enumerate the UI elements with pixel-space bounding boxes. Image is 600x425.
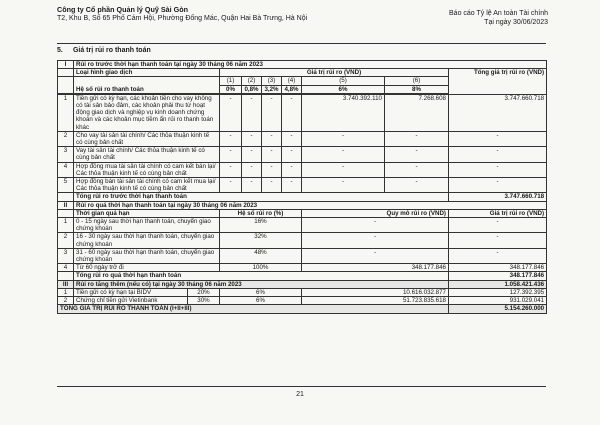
col-num: (3) <box>262 77 282 85</box>
table-row <box>58 94 547 131</box>
payment-risk-table <box>57 60 547 314</box>
cell-value: 931.029.041 <box>449 297 547 305</box>
part1-total-label: Tổng rủi ro trước thời hạn thanh toán <box>74 193 449 201</box>
col-num: (6) <box>385 77 449 85</box>
cell-value: 3.740.392.110 <box>302 94 385 131</box>
part3-title-value: 1.058.421.436 <box>449 280 547 288</box>
cell-scale: - <box>302 248 449 263</box>
report-header <box>449 9 548 27</box>
cell-scale: 348.177.846 <box>302 264 449 272</box>
row-description: Hợp đồng bán tài sản tài chính có cam kết mua lại/ Các thỏa thuận kinh tế có cùng bản chất <box>74 178 220 193</box>
cell-value: - <box>242 147 262 162</box>
header-divider <box>57 43 546 44</box>
part2-total-row <box>58 272 547 280</box>
row-description: Cho vay tài sản tài chính/ Các thỏa thuận kinh tế có cùng bản chất <box>74 131 220 146</box>
col-risk-value: Giá trị rủi ro (VND) <box>449 209 547 217</box>
part2-roman: II <box>58 201 74 209</box>
section-title-text: Giá trị rủi ro thanh toán <box>72 47 151 54</box>
cell-scale: - <box>302 233 449 248</box>
table-row <box>58 178 547 193</box>
row-description: 16 - 30 ngày sau thời hạn thanh toán, chuyển giao chứng khoán <box>74 233 220 248</box>
row-description: Hợp đồng mua tài sản tài chính có cam kết bán lại/ Các thỏa thuận kinh tế có cùng bản chất <box>74 162 220 177</box>
part3-title: Rủi ro tăng thêm (nếu có) tại ngày 30 tháng 06 năm 2023 <box>74 280 449 288</box>
part1-title: Rủi ro trước thời hạn thanh toán tại ngày 30 tháng 06 năm 2023 <box>74 61 547 69</box>
cell-value: - <box>242 131 262 146</box>
row-number: 1 <box>58 288 74 296</box>
col-pct: 0,8% <box>242 85 262 93</box>
cell-coef: 48% <box>220 248 302 263</box>
cell-rate: 30% <box>188 297 220 305</box>
cell-value: - <box>220 162 242 177</box>
header-blank <box>58 77 74 93</box>
cell-value: - <box>385 178 449 193</box>
cell-value: - <box>262 147 282 162</box>
cell-value: 127.392.395 <box>449 288 547 296</box>
cell-coef: 32% <box>220 233 302 248</box>
cell-total: 3.747.660.718 <box>449 94 547 131</box>
col-total-risk: Tổng giá trị rủi ro (VND) <box>449 69 547 95</box>
row-number: 4 <box>58 162 74 177</box>
row-description: Vay tài sản tài chính/ Các thỏa thuận kinh tế có cùng bản chất <box>74 147 220 162</box>
row-number: 2 <box>58 233 74 248</box>
cell-blank <box>58 272 74 280</box>
header-blank <box>58 69 74 77</box>
cell-value: - <box>262 94 282 131</box>
row-description: Từ 60 ngày trở đi <box>74 264 220 272</box>
cell-total: - <box>449 147 547 162</box>
cell-value: - <box>302 162 385 177</box>
cell-value: - <box>262 178 282 193</box>
table-row <box>58 264 547 272</box>
company-address: T2, Khu B, Số 65 Phố Cảm Hội, Phường Đống Mác, Quận Hai Bà Trưng, Hà Nội <box>57 15 308 22</box>
table-row <box>58 297 547 305</box>
cell-value: - <box>262 162 282 177</box>
row-description: 31 - 60 ngày sau thời hạn thanh toán, chuyển giao chứng khoán <box>74 248 220 263</box>
cell-value: - <box>242 178 262 193</box>
cell-value: - <box>282 147 302 162</box>
cell-value: - <box>220 131 242 146</box>
table-row <box>58 162 547 177</box>
cell-total: - <box>449 131 547 146</box>
row-description: Chứng chỉ tiền gửi Vietinbank <box>74 297 188 305</box>
row-description: Tiền gửi có kỳ hạn, các khoản tiền cho vay không có tài sản bảo đảm, các khoản phải thu từ hoạt động giao dịch và nghiệp vụ kinh doanh chứng khoán và các khoản mục tiềm ẩn rủi ro thanh toán khác <box>74 94 220 131</box>
cell-coef: 6% <box>220 288 302 296</box>
cell-value: 7.268.608 <box>385 94 449 131</box>
cell-value: - <box>262 131 282 146</box>
cell-blank <box>58 193 74 201</box>
cell-scale: - <box>302 218 449 233</box>
part1-header-row <box>58 69 547 77</box>
row-number: 2 <box>58 131 74 146</box>
table-row <box>58 147 547 162</box>
row-description: 0 - 15 ngày sau thời hạn thanh toán, chuyển giao chứng khoán <box>74 218 220 233</box>
table-row <box>58 218 547 233</box>
cell-value: - <box>242 162 262 177</box>
cell-blank <box>58 209 74 217</box>
cell-value: - <box>302 178 385 193</box>
table-row <box>58 131 547 146</box>
row-number: 5 <box>58 178 74 193</box>
table-row <box>58 288 547 296</box>
report-title: Báo cáo Tỷ lệ An toàn Tài chính <box>449 10 548 17</box>
report-date: Tại ngày 30/06/2023 <box>484 19 548 26</box>
cell-scale: 10.616.032.877 <box>302 288 449 296</box>
row-number: 3 <box>58 248 74 263</box>
cell-value: - <box>220 178 242 193</box>
col-risk-coef: Hệ số rủi ro (%) <box>220 209 302 217</box>
grand-total-value: 5.154.260.000 <box>449 305 547 313</box>
cell-value: - <box>282 178 302 193</box>
part1-total-value: 3.747.660.718 <box>449 193 547 201</box>
cell-value: - <box>302 147 385 162</box>
cell-value: - <box>282 94 302 131</box>
col-num: (1) <box>220 77 242 85</box>
cell-value: - <box>220 94 242 131</box>
company-header <box>57 5 307 23</box>
col-coefficient: Hệ số rủi ro thanh toán <box>74 77 220 93</box>
cell-scale: 51.723.835.618 <box>302 297 449 305</box>
section-title <box>57 47 151 54</box>
col-pct: 8% <box>385 85 449 93</box>
col-transaction-type: Loại hình giao dịch <box>74 69 220 77</box>
cell-value: - <box>449 248 547 263</box>
cell-value: - <box>302 131 385 146</box>
col-num: (2) <box>242 77 262 85</box>
col-pct: 4,8% <box>282 85 302 93</box>
cell-coef: 6% <box>220 297 302 305</box>
part3-roman: III <box>58 280 74 288</box>
cell-value: - <box>449 233 547 248</box>
col-risk-scale: Quy mô rủi ro (VND) <box>302 209 449 217</box>
cell-value: - <box>242 94 262 131</box>
col-risk-value: Giá trị rủi ro (VND) <box>220 69 449 77</box>
col-pct: 0% <box>220 85 242 93</box>
cell-coef: 100% <box>220 264 302 272</box>
cell-value: - <box>385 162 449 177</box>
part2-header-row <box>58 209 547 217</box>
grand-total-row <box>58 305 547 313</box>
col-overdue-time: Thời gian quá hạn <box>74 209 220 217</box>
cell-total: - <box>449 178 547 193</box>
table-row <box>58 248 547 263</box>
col-pct: 3,2% <box>262 85 282 93</box>
part2-title-row <box>58 201 547 209</box>
row-number: 2 <box>58 297 74 305</box>
part2-title: Rủi ro quá thời hạn thanh toán tại ngày 30 tháng 06 năm 2023 <box>74 201 547 209</box>
cell-rate: 20% <box>188 288 220 296</box>
table-row <box>58 233 547 248</box>
row-number: 4 <box>58 264 74 272</box>
col-num: (4) <box>282 77 302 85</box>
row-number: 3 <box>58 147 74 162</box>
row-number: 1 <box>58 218 74 233</box>
section-number: 5. <box>57 47 63 54</box>
part1-roman: I <box>58 61 74 69</box>
cell-value: 348.177.846 <box>449 264 547 272</box>
cell-value: - <box>449 218 547 233</box>
grand-total-label: TỔNG GIÁ TRỊ RỦI RO THANH TOÁN (I+II+III) <box>58 305 449 313</box>
row-description: Tiền gửi có kỳ hạn tại BIDV <box>74 288 188 296</box>
cell-value: - <box>282 162 302 177</box>
part2-total-label: Tổng rủi ro quá thời hạn thanh toán <box>74 272 449 280</box>
part1-total-row <box>58 193 547 201</box>
row-number: 1 <box>58 94 74 131</box>
part2-total-value: 348.177.846 <box>449 272 547 280</box>
cell-value: - <box>220 147 242 162</box>
part3-title-row <box>58 280 547 288</box>
cell-value: - <box>385 131 449 146</box>
cell-total: - <box>449 162 547 177</box>
cell-value: - <box>385 147 449 162</box>
cell-coef: 16% <box>220 218 302 233</box>
col-pct: 6% <box>302 85 385 93</box>
footer-divider <box>57 386 546 387</box>
part1-title-row <box>58 61 547 69</box>
cell-value: - <box>282 131 302 146</box>
col-num: (5) <box>302 77 385 85</box>
page-number: 21 <box>296 391 304 398</box>
company-name: Công ty Cổ phần Quản lý Quỹ Sài Gòn <box>57 5 188 14</box>
